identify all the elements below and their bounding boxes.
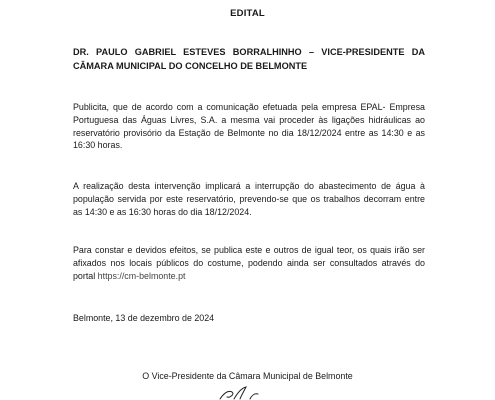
date-line: Belmonte, 13 de dezembro de 2024 — [73, 313, 215, 323]
portal-link[interactable]: https://cm-belmonte.pt — [97, 270, 186, 281]
document-heading: DR. PAULO GABRIEL ESTEVES BORRALHINHO – VICE-PRESIDENTE DA CÂMARA MUNICIPAL DO CONCELHO DE BELMONTE — [73, 47, 425, 71]
signatory-line: O Vice-Presidente da Câmara Municipal de Belmonte — [142, 371, 353, 381]
paragraph-2: A realização desta intervenção implicará a interrupção do abastecimento de água à população servida por este reservatório, prevendo-se que os trabalhos decorram entre as 14:30 e as 16:30 horas do dia 18/12/2024. — [73, 181, 425, 217]
handwritten-signature — [200, 386, 290, 400]
paragraph-3 — [73, 244, 425, 282]
paragraph-1: Publicita, que de acordo com a comunicação efetuada pela empresa EPAL- Empresa Portuguesa das Águas Livres, S.A. a mesma vai proceder às ligações hidráulicas ao reservatório provisório da Estação de Belmonte no dia 18/12/2024 entre as 14:30 e as 16:30 horas. — [73, 102, 425, 151]
paragraph-3-text: Para constar e devidos efeitos, se publica este e outros de igual teor, os quais irão ser afixados nos locais públicos do costume, podendo ainda ser consultados através do portal — [73, 245, 425, 281]
document-title: EDITAL — [230, 8, 265, 19]
